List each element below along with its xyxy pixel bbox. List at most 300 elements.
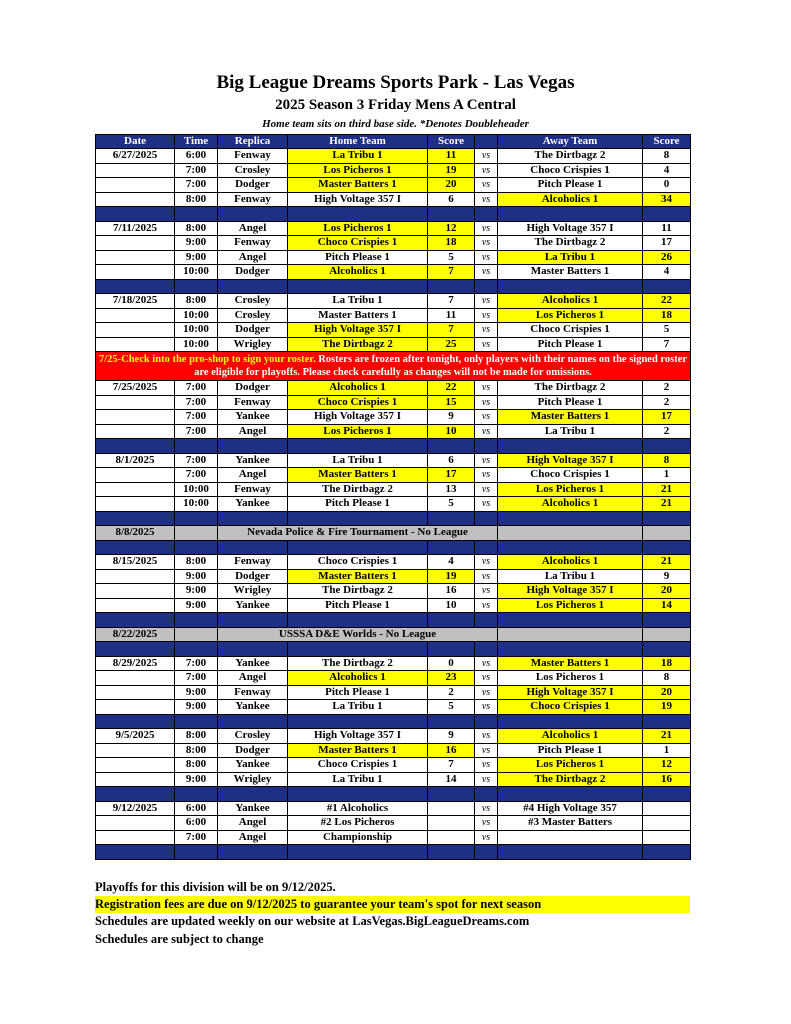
vs-cell: vs bbox=[475, 468, 498, 483]
vs-cell: vs bbox=[475, 700, 498, 715]
separator-cell bbox=[643, 787, 691, 802]
home-team-cell: La Tribu 1 bbox=[288, 453, 428, 468]
date-cell bbox=[96, 758, 175, 773]
field-cell: Fenway bbox=[218, 236, 288, 251]
field-cell: Yankee bbox=[218, 598, 288, 613]
vs-cell: vs bbox=[475, 598, 498, 613]
separator-cell bbox=[643, 845, 691, 860]
date-cell bbox=[96, 772, 175, 787]
home-team-cell: La Tribu 1 bbox=[288, 149, 428, 164]
separator-cell bbox=[428, 845, 475, 860]
time-cell: 9:00 bbox=[175, 569, 218, 584]
home-team-note: Home team sits on third base side. *Denotes Doubleheader bbox=[262, 118, 529, 130]
no-league-row bbox=[96, 526, 691, 541]
vs-cell: vs bbox=[475, 337, 498, 352]
separator-cell bbox=[96, 511, 175, 526]
home-score-cell: 0 bbox=[428, 656, 475, 671]
home-team-cell: Choco Crispies 1 bbox=[288, 555, 428, 570]
vs-cell: vs bbox=[475, 758, 498, 773]
page-title: Big League Dreams Sports Park - Las Vegas bbox=[216, 72, 575, 93]
field-cell: Dodger bbox=[218, 265, 288, 280]
field-cell: Dodger bbox=[218, 569, 288, 584]
away-score-cell: 2 bbox=[643, 424, 691, 439]
home-team-cell: The Dirtbagz 2 bbox=[288, 337, 428, 352]
away-team-cell: The Dirtbagz 2 bbox=[498, 772, 643, 787]
away-team-cell: High Voltage 357 I bbox=[498, 453, 643, 468]
date-cell bbox=[96, 178, 175, 193]
separator-cell bbox=[428, 439, 475, 454]
home-score-cell: 22 bbox=[428, 381, 475, 396]
away-score-cell: 22 bbox=[643, 294, 691, 309]
date-cell: 7/18/2025 bbox=[96, 294, 175, 309]
subject-to-change-note: Schedules are subject to change bbox=[95, 932, 264, 946]
home-score-cell: 10 bbox=[428, 598, 475, 613]
separator-row bbox=[96, 787, 691, 802]
home-score-cell: 10 bbox=[428, 424, 475, 439]
home-team-cell: Master Batters 1 bbox=[288, 308, 428, 323]
vs-cell: vs bbox=[475, 221, 498, 236]
separator-cell bbox=[475, 787, 498, 802]
home-score-cell: 6 bbox=[428, 192, 475, 207]
vs-cell: vs bbox=[475, 555, 498, 570]
vs-cell: vs bbox=[475, 395, 498, 410]
away-team-cell: Pitch Please 1 bbox=[498, 178, 643, 193]
away-team-cell: Master Batters 1 bbox=[498, 410, 643, 425]
game-row bbox=[96, 395, 691, 410]
game-row bbox=[96, 685, 691, 700]
separator-cell bbox=[428, 787, 475, 802]
home-team-cell: Pitch Please 1 bbox=[288, 598, 428, 613]
vs-cell: vs bbox=[475, 453, 498, 468]
column-header: Home Team bbox=[288, 135, 428, 149]
date-cell bbox=[96, 323, 175, 338]
away-team-cell: Alcoholics 1 bbox=[498, 729, 643, 744]
home-score-cell: 7 bbox=[428, 758, 475, 773]
date-cell bbox=[96, 395, 175, 410]
vs-cell: vs bbox=[475, 671, 498, 686]
date-cell: 9/5/2025 bbox=[96, 729, 175, 744]
separator-cell bbox=[643, 207, 691, 222]
separator-cell bbox=[428, 613, 475, 628]
date-cell bbox=[96, 671, 175, 686]
field-cell: Angel bbox=[218, 830, 288, 845]
separator-row bbox=[96, 540, 691, 555]
field-cell: Dodger bbox=[218, 323, 288, 338]
separator-cell bbox=[498, 787, 643, 802]
time-cell: 8:00 bbox=[175, 555, 218, 570]
time-cell: 7:00 bbox=[175, 163, 218, 178]
away-score-cell: 19 bbox=[643, 700, 691, 715]
time-cell: 8:00 bbox=[175, 729, 218, 744]
vs-cell: vs bbox=[475, 685, 498, 700]
separator-cell bbox=[643, 642, 691, 657]
time-cell: 10:00 bbox=[175, 337, 218, 352]
column-header: Score bbox=[428, 135, 475, 149]
time-cell: 8:00 bbox=[175, 743, 218, 758]
away-team-cell: Los Picheros 1 bbox=[498, 598, 643, 613]
home-score-cell: 16 bbox=[428, 743, 475, 758]
empty-cell bbox=[175, 526, 218, 541]
time-cell: 7:00 bbox=[175, 424, 218, 439]
game-row bbox=[96, 381, 691, 396]
separator-cell bbox=[218, 207, 288, 222]
time-cell: 7:00 bbox=[175, 468, 218, 483]
home-score-cell: 2 bbox=[428, 685, 475, 700]
home-score-cell: 13 bbox=[428, 482, 475, 497]
separator-cell bbox=[288, 613, 428, 628]
away-team-cell: Los Picheros 1 bbox=[498, 482, 643, 497]
date-cell: 7/11/2025 bbox=[96, 221, 175, 236]
date-cell bbox=[96, 265, 175, 280]
time-cell: 7:00 bbox=[175, 395, 218, 410]
time-cell: 10:00 bbox=[175, 482, 218, 497]
field-cell: Crosley bbox=[218, 163, 288, 178]
separator-cell bbox=[475, 714, 498, 729]
separator-cell bbox=[428, 511, 475, 526]
roster-alert-text: Rosters are frozen after tonight, only players with their names on the signed roster are eligible for playoffs. Please check carefully as changes will not be made for omissions. bbox=[194, 354, 688, 378]
separator-cell bbox=[218, 787, 288, 802]
field-cell: Yankee bbox=[218, 758, 288, 773]
separator-cell bbox=[175, 279, 218, 294]
away-team-cell: #3 Master Batters bbox=[498, 816, 643, 831]
away-score-cell: 2 bbox=[643, 395, 691, 410]
table-header-row bbox=[96, 135, 691, 149]
away-score-cell: 14 bbox=[643, 598, 691, 613]
vs-cell: vs bbox=[475, 265, 498, 280]
field-cell: Fenway bbox=[218, 482, 288, 497]
home-score-cell: 6 bbox=[428, 453, 475, 468]
vs-cell: vs bbox=[475, 236, 498, 251]
date-cell: 8/15/2025 bbox=[96, 555, 175, 570]
away-team-cell: High Voltage 357 I bbox=[498, 221, 643, 236]
separator-cell bbox=[428, 642, 475, 657]
separator-cell bbox=[175, 642, 218, 657]
field-cell: Angel bbox=[218, 468, 288, 483]
home-score-cell: 9 bbox=[428, 729, 475, 744]
home-team-cell: Master Batters 1 bbox=[288, 178, 428, 193]
date-cell bbox=[96, 584, 175, 599]
home-team-cell: La Tribu 1 bbox=[288, 700, 428, 715]
separator-cell bbox=[475, 642, 498, 657]
home-score-cell: 16 bbox=[428, 584, 475, 599]
field-cell: Fenway bbox=[218, 685, 288, 700]
home-team-cell: Choco Crispies 1 bbox=[288, 758, 428, 773]
home-score-cell: 19 bbox=[428, 569, 475, 584]
home-score-cell: 5 bbox=[428, 700, 475, 715]
date-cell bbox=[96, 569, 175, 584]
date-cell bbox=[96, 192, 175, 207]
column-header: Replica bbox=[218, 135, 288, 149]
time-cell: 9:00 bbox=[175, 236, 218, 251]
home-score-cell bbox=[428, 830, 475, 845]
field-cell: Angel bbox=[218, 816, 288, 831]
vs-cell: vs bbox=[475, 178, 498, 193]
empty-cell bbox=[643, 526, 691, 541]
game-row bbox=[96, 323, 691, 338]
time-cell: 7:00 bbox=[175, 453, 218, 468]
away-team-cell: La Tribu 1 bbox=[498, 250, 643, 265]
vs-cell: vs bbox=[475, 801, 498, 816]
game-row bbox=[96, 656, 691, 671]
away-score-cell: 18 bbox=[643, 656, 691, 671]
date-cell: 9/12/2025 bbox=[96, 801, 175, 816]
date-cell: 8/1/2025 bbox=[96, 453, 175, 468]
date-cell: 8/22/2025 bbox=[96, 627, 175, 642]
away-score-cell: 20 bbox=[643, 584, 691, 599]
field-cell: Fenway bbox=[218, 192, 288, 207]
roster-alert-row bbox=[96, 352, 691, 381]
separator-cell bbox=[96, 207, 175, 222]
separator-row bbox=[96, 511, 691, 526]
home-score-cell: 7 bbox=[428, 323, 475, 338]
field-cell: Angel bbox=[218, 221, 288, 236]
date-cell bbox=[96, 816, 175, 831]
time-cell: 10:00 bbox=[175, 497, 218, 512]
empty-cell bbox=[175, 627, 218, 642]
away-score-cell: 11 bbox=[643, 221, 691, 236]
date-cell: 6/27/2025 bbox=[96, 149, 175, 164]
time-cell: 9:00 bbox=[175, 685, 218, 700]
separator-cell bbox=[96, 642, 175, 657]
game-row bbox=[96, 482, 691, 497]
separator-cell bbox=[218, 845, 288, 860]
game-row bbox=[96, 772, 691, 787]
field-cell: Yankee bbox=[218, 656, 288, 671]
time-cell: 8:00 bbox=[175, 758, 218, 773]
game-row bbox=[96, 221, 691, 236]
vs-cell: vs bbox=[475, 294, 498, 309]
game-row bbox=[96, 250, 691, 265]
field-cell: Dodger bbox=[218, 178, 288, 193]
home-team-cell: High Voltage 357 I bbox=[288, 729, 428, 744]
roster-alert bbox=[96, 352, 691, 381]
separator-cell bbox=[475, 845, 498, 860]
vs-cell: vs bbox=[475, 569, 498, 584]
game-row bbox=[96, 743, 691, 758]
separator-cell bbox=[498, 845, 643, 860]
separator-cell bbox=[288, 540, 428, 555]
time-cell: 8:00 bbox=[175, 221, 218, 236]
separator-cell bbox=[475, 511, 498, 526]
away-team-cell: Pitch Please 1 bbox=[498, 395, 643, 410]
away-score-cell: 16 bbox=[643, 772, 691, 787]
column-header: Away Team bbox=[498, 135, 643, 149]
home-score-cell: 9 bbox=[428, 410, 475, 425]
separator-cell bbox=[96, 845, 175, 860]
field-cell: Angel bbox=[218, 250, 288, 265]
home-team-cell: High Voltage 357 I bbox=[288, 323, 428, 338]
date-cell bbox=[96, 337, 175, 352]
home-score-cell: 11 bbox=[428, 308, 475, 323]
game-row bbox=[96, 468, 691, 483]
separator-row bbox=[96, 714, 691, 729]
field-cell: Crosley bbox=[218, 729, 288, 744]
away-score-cell: 21 bbox=[643, 497, 691, 512]
vs-cell: vs bbox=[475, 163, 498, 178]
separator-cell bbox=[218, 642, 288, 657]
field-cell: Wrigley bbox=[218, 584, 288, 599]
game-row bbox=[96, 555, 691, 570]
vs-cell: vs bbox=[475, 743, 498, 758]
separator-cell bbox=[498, 613, 643, 628]
date-cell bbox=[96, 482, 175, 497]
time-cell: 7:00 bbox=[175, 671, 218, 686]
home-team-cell: Pitch Please 1 bbox=[288, 250, 428, 265]
separator-cell bbox=[288, 714, 428, 729]
away-team-cell: Choco Crispies 1 bbox=[498, 323, 643, 338]
separator-cell bbox=[288, 439, 428, 454]
empty-cell bbox=[498, 627, 643, 642]
vs-cell: vs bbox=[475, 308, 498, 323]
time-cell: 7:00 bbox=[175, 381, 218, 396]
separator-row bbox=[96, 207, 691, 222]
away-team-cell: The Dirtbagz 2 bbox=[498, 149, 643, 164]
time-cell: 8:00 bbox=[175, 294, 218, 309]
away-team-cell: Alcoholics 1 bbox=[498, 555, 643, 570]
separator-cell bbox=[498, 279, 643, 294]
away-team-cell: La Tribu 1 bbox=[498, 569, 643, 584]
field-cell: Crosley bbox=[218, 308, 288, 323]
no-league-text: USSSA D&E Worlds - No League bbox=[218, 627, 498, 642]
column-header: Score bbox=[643, 135, 691, 149]
separator-cell bbox=[498, 439, 643, 454]
away-team-cell: Alcoholics 1 bbox=[498, 497, 643, 512]
separator-cell bbox=[288, 207, 428, 222]
game-row bbox=[96, 584, 691, 599]
separator-cell bbox=[175, 787, 218, 802]
home-team-cell: #1 Alcoholics bbox=[288, 801, 428, 816]
separator-cell bbox=[96, 540, 175, 555]
field-cell: Yankee bbox=[218, 700, 288, 715]
away-score-cell: 34 bbox=[643, 192, 691, 207]
separator-cell bbox=[428, 207, 475, 222]
away-team-cell: Los Picheros 1 bbox=[498, 758, 643, 773]
time-cell: 7:00 bbox=[175, 410, 218, 425]
game-row bbox=[96, 192, 691, 207]
separator-cell bbox=[288, 279, 428, 294]
page-subtitle: 2025 Season 3 Friday Mens A Central bbox=[275, 97, 516, 113]
home-score-cell: 5 bbox=[428, 497, 475, 512]
away-team-cell: Master Batters 1 bbox=[498, 265, 643, 280]
home-score-cell: 12 bbox=[428, 221, 475, 236]
vs-cell: vs bbox=[475, 323, 498, 338]
date-cell bbox=[96, 424, 175, 439]
time-cell: 8:00 bbox=[175, 192, 218, 207]
home-score-cell: 7 bbox=[428, 265, 475, 280]
separator-cell bbox=[96, 613, 175, 628]
game-row bbox=[96, 424, 691, 439]
home-team-cell: Los Picheros 1 bbox=[288, 221, 428, 236]
home-team-cell: #2 Los Picheros bbox=[288, 816, 428, 831]
time-cell: 10:00 bbox=[175, 265, 218, 280]
vs-cell: vs bbox=[475, 381, 498, 396]
home-score-cell: 17 bbox=[428, 468, 475, 483]
away-team-cell: Los Picheros 1 bbox=[498, 308, 643, 323]
game-row bbox=[96, 337, 691, 352]
field-cell: Yankee bbox=[218, 453, 288, 468]
away-team-cell: La Tribu 1 bbox=[498, 424, 643, 439]
home-team-cell: Pitch Please 1 bbox=[288, 497, 428, 512]
separator-cell bbox=[475, 613, 498, 628]
separator-cell bbox=[218, 613, 288, 628]
field-cell: Dodger bbox=[218, 381, 288, 396]
time-cell: 9:00 bbox=[175, 598, 218, 613]
time-cell: 10:00 bbox=[175, 308, 218, 323]
time-cell: 9:00 bbox=[175, 700, 218, 715]
home-score-cell bbox=[428, 816, 475, 831]
time-cell: 6:00 bbox=[175, 149, 218, 164]
away-score-cell: 4 bbox=[643, 265, 691, 280]
date-cell bbox=[96, 497, 175, 512]
separator-cell bbox=[288, 642, 428, 657]
game-row bbox=[96, 816, 691, 831]
date-cell: 8/29/2025 bbox=[96, 656, 175, 671]
away-team-cell: #4 High Voltage 357 bbox=[498, 801, 643, 816]
home-team-cell: Pitch Please 1 bbox=[288, 685, 428, 700]
away-score-cell bbox=[643, 816, 691, 831]
roster-alert-highlight: 7/25-Check into the pro-shop to sign your roster. bbox=[98, 354, 316, 365]
game-row bbox=[96, 801, 691, 816]
away-team-cell: Pitch Please 1 bbox=[498, 743, 643, 758]
away-score-cell: 20 bbox=[643, 685, 691, 700]
separator-row bbox=[96, 642, 691, 657]
separator-cell bbox=[96, 279, 175, 294]
separator-cell bbox=[643, 439, 691, 454]
away-score-cell: 2 bbox=[643, 381, 691, 396]
away-score-cell: 26 bbox=[643, 250, 691, 265]
separator-cell bbox=[218, 714, 288, 729]
away-score-cell: 8 bbox=[643, 149, 691, 164]
vs-cell: vs bbox=[475, 250, 498, 265]
game-row bbox=[96, 149, 691, 164]
separator-cell bbox=[475, 540, 498, 555]
column-header: Date bbox=[96, 135, 175, 149]
game-row bbox=[96, 308, 691, 323]
field-cell: Fenway bbox=[218, 555, 288, 570]
separator-cell bbox=[96, 439, 175, 454]
game-row bbox=[96, 830, 691, 845]
game-row bbox=[96, 265, 691, 280]
game-row bbox=[96, 758, 691, 773]
separator-cell bbox=[175, 439, 218, 454]
vs-cell: vs bbox=[475, 772, 498, 787]
away-score-cell bbox=[643, 801, 691, 816]
separator-cell bbox=[175, 511, 218, 526]
separator-cell bbox=[428, 540, 475, 555]
separator-cell bbox=[643, 540, 691, 555]
vs-cell: vs bbox=[475, 410, 498, 425]
separator-cell bbox=[96, 787, 175, 802]
date-cell bbox=[96, 598, 175, 613]
column-header bbox=[475, 135, 498, 149]
field-cell: Angel bbox=[218, 424, 288, 439]
home-team-cell: Master Batters 1 bbox=[288, 468, 428, 483]
home-team-cell: Choco Crispies 1 bbox=[288, 395, 428, 410]
home-score-cell: 11 bbox=[428, 149, 475, 164]
no-league-row bbox=[96, 627, 691, 642]
separator-cell bbox=[218, 511, 288, 526]
time-cell: 9:00 bbox=[175, 772, 218, 787]
time-cell: 9:00 bbox=[175, 250, 218, 265]
home-team-cell: The Dirtbagz 2 bbox=[288, 656, 428, 671]
away-team-cell: High Voltage 357 I bbox=[498, 685, 643, 700]
date-cell: 8/8/2025 bbox=[96, 526, 175, 541]
away-score-cell: 12 bbox=[643, 758, 691, 773]
separator-cell bbox=[475, 207, 498, 222]
field-cell: Fenway bbox=[218, 149, 288, 164]
away-score-cell: 8 bbox=[643, 671, 691, 686]
away-score-cell: 0 bbox=[643, 178, 691, 193]
